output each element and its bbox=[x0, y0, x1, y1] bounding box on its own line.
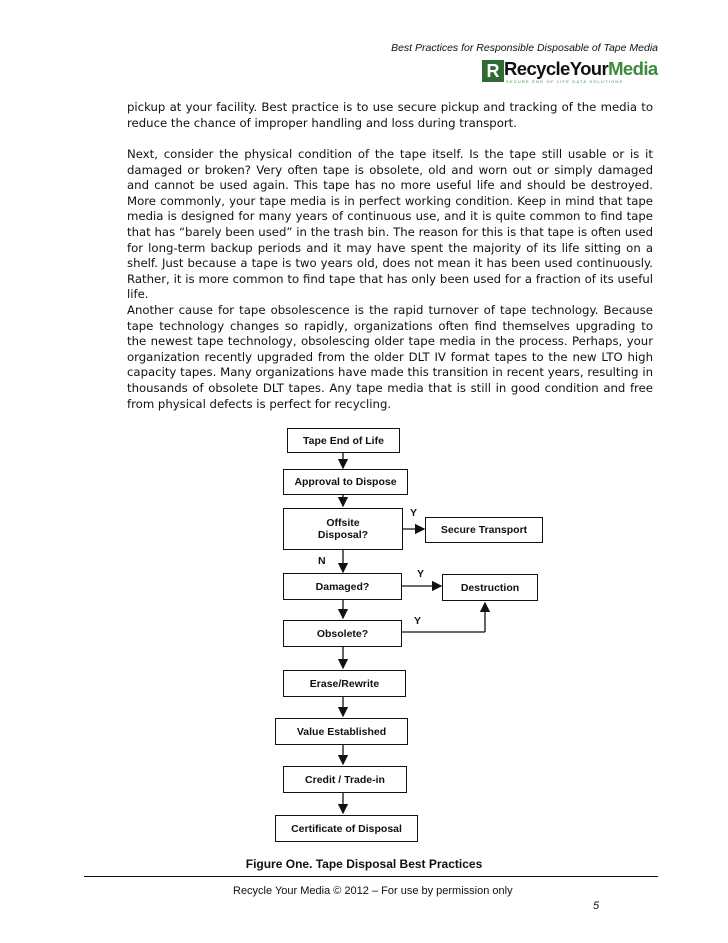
footer-rule bbox=[84, 876, 658, 877]
paragraph-3: Another cause for tape obsolescence is the rapid turnover of tape technology. Because tape technology changes so rapidly, organizations often find themselves upgrading to the newest tape technology, obsolescing older tape media in the process. Perhaps, your organization recently upgraded from the older DLT IV format tapes to the new LTO high capacity tapes. Many organizations have made this transition in recent years, resulting in thousands of obsolete DLT tapes. Any tape media that is still in good condition and free from physical defects is perfect for recycling. bbox=[127, 303, 653, 411]
label-obsolete-yes: Y bbox=[414, 615, 422, 627]
paragraph-2: Next, consider the physical condition of the tape itself. Is the tape still usable or is it damaged or broken? Very often tape is obsolete, old and worn out or simply damaged and cannot be used again. This tape has no more useful life and should be destroyed. More commonly, your tape media is in perfect working condition. Keep in mind that tape media is designed for many years of continuous use, and it is quite common to find tape that has “barely been used” in the trash bin. The reason for this is that tape is often used for long-term backup periods and it may have spent the majority of its life sitting on a shelf. Just because a tape is two years old, does not mean it has been used continuously. Rather, it is more common to find tape that has only been used for a fraction of its useful life. bbox=[127, 147, 653, 302]
node-damaged: Damaged? bbox=[283, 573, 402, 600]
header-title: Best Practices for Responsible Disposable of Tape Media bbox=[391, 42, 658, 54]
node-value-established: Value Established bbox=[275, 718, 408, 745]
node-obsolete: Obsolete? bbox=[283, 620, 402, 647]
node-destruction: Destruction bbox=[442, 574, 538, 601]
figure-caption: Figure One. Tape Disposal Best Practices bbox=[245, 857, 483, 871]
label-offsite-yes: Y bbox=[410, 507, 418, 519]
node-credit-trade-in: Credit / Trade-in bbox=[283, 766, 407, 793]
node-offsite-disposal: Offsite Disposal? bbox=[283, 508, 403, 550]
node-approval-to-dispose: Approval to Dispose bbox=[283, 469, 408, 495]
label-offsite-no: N bbox=[318, 555, 326, 567]
node-secure-transport: Secure Transport bbox=[425, 517, 543, 543]
node-erase-rewrite: Erase/Rewrite bbox=[283, 670, 406, 697]
page-number: 5 bbox=[593, 900, 600, 912]
logo-tagline: SECURE END OF LIFE DATA SOLUTIONS bbox=[506, 79, 624, 84]
paragraph-1: pickup at your facility. Best practice is to use secure pickup and tracking of the media to reduce the chance of improper handling and loss during transport. bbox=[127, 100, 653, 130]
node-certificate-of-disposal: Certificate of Disposal bbox=[275, 815, 418, 842]
logo-mark: R bbox=[482, 60, 504, 82]
label-damaged-yes: Y bbox=[417, 568, 425, 580]
footer-text: Recycle Your Media © 2012 – For use by permission only bbox=[233, 885, 513, 897]
node-tape-end-of-life: Tape End of Life bbox=[287, 428, 400, 453]
logo-name: RecycleYourMedia bbox=[504, 58, 658, 79]
